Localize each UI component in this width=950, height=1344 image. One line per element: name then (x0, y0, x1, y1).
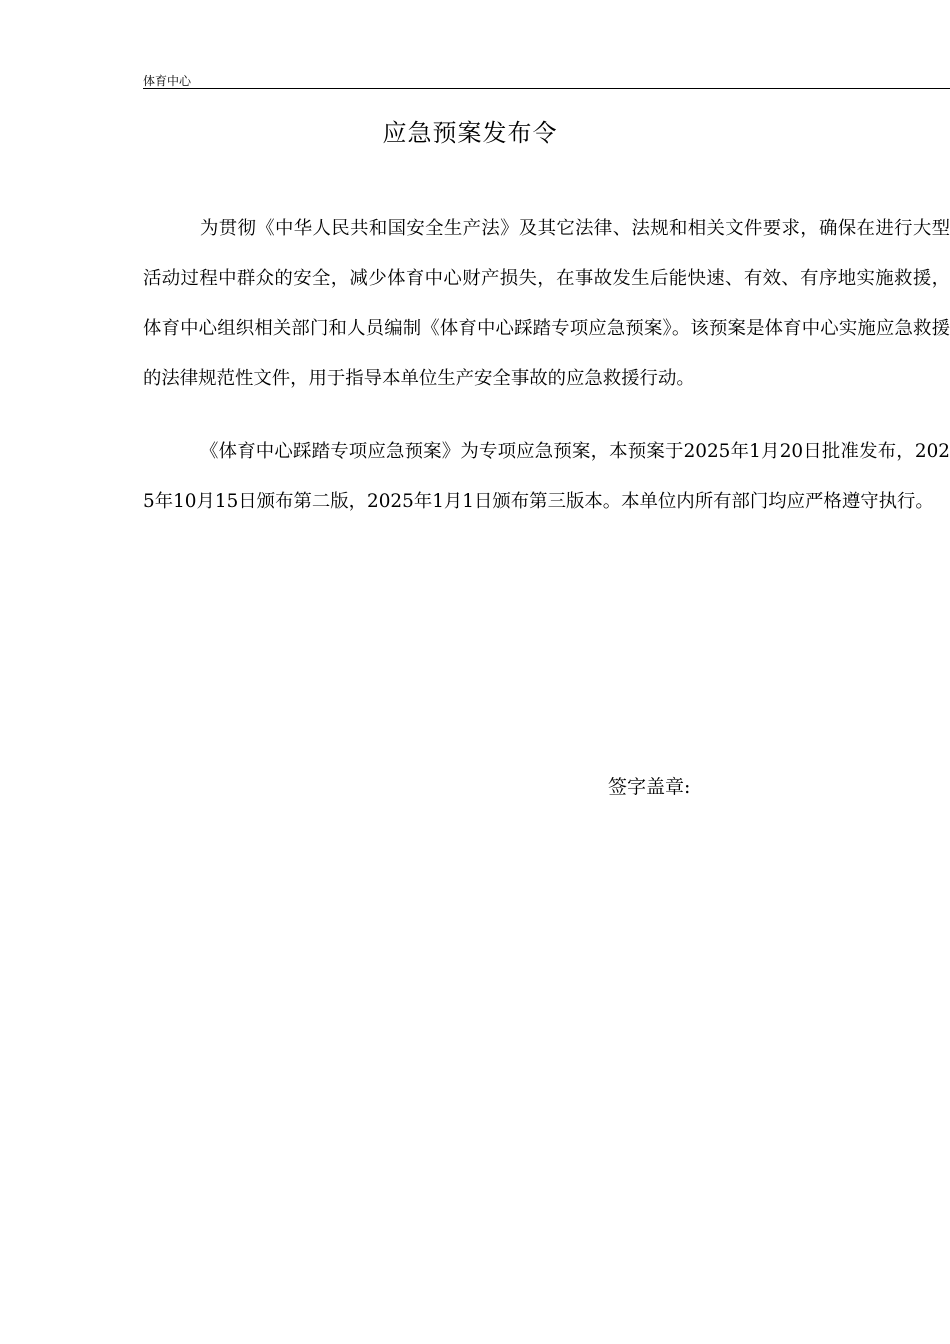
signature-label: 签字盖章: (608, 776, 691, 798)
header-org-name: 体育中心 (143, 74, 192, 88)
page-header (143, 72, 950, 89)
body-paragraph-1: 为贯彻《中华人民共和国安全生产法》及其它法律、法规和相关文件要求，确保在进行大型活动过程中群众的安全，减少体育中心财产损失，在事故发生后能快速、有效、有序地实施救援，体育中心组织相关部门和人员编制《体育中心踩踏专项应急预案》。该预案是体育中心实施应急救援的法律规范性文件，用于指导本单位生产安全事故的应急救援行动。 (143, 218, 950, 389)
body-paragraph-2: 《体育中心踩踏专项应急预案》为专项应急预案，本预案于2025年1月20日批准发布，2025年10月15日颁布第二版，2025年1月1日颁布第三版本。本单位内所有部门均应严格遵守执行。 (143, 441, 950, 512)
document-title: 应急预案发布令 (382, 119, 558, 147)
